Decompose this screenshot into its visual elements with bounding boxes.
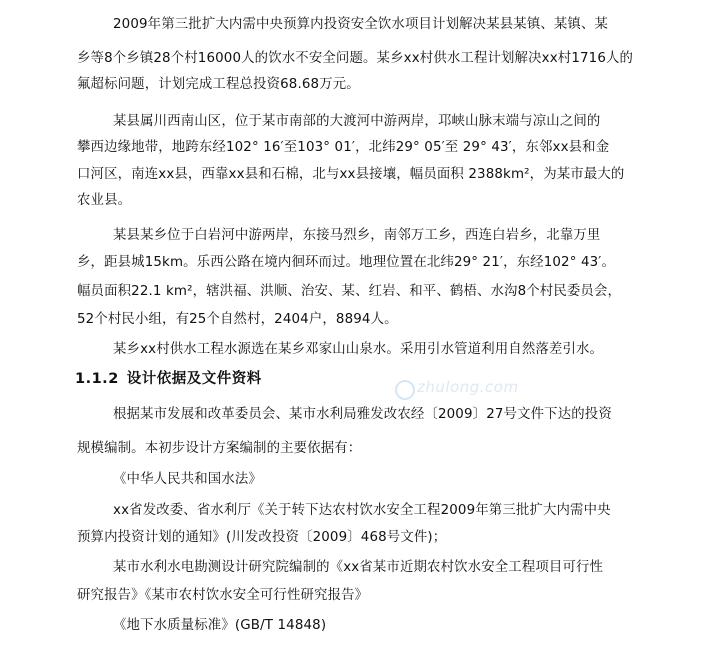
ref-item-1: 《中华人民共和国水法》	[113, 472, 262, 487]
ref-item-3-line1: 某市水利水电勘测设计研究院编制的《xx省某市近期农村饮水安全工程项目可行性	[113, 560, 604, 575]
watermark-logo-icon	[395, 380, 415, 400]
watermark-text: zhulong.com	[417, 378, 519, 396]
para3-line3: 幅员面积22.1 km²，辖洪福、洪顺、治安、某、红岩、和平、鹤梧、水沟8个村民委员会，	[77, 284, 622, 299]
para3-line2: 乡，距县城15km。乐西公路在境内徊环而过。地理位置在北纬29° 21′，东经102° 43′。	[77, 255, 616, 270]
para1-line3: 氟超标问题，计划完成工程总投资68.68万元。	[77, 77, 360, 92]
para1-line2: 乡等8个乡镇28个村16000人的饮水不安全问题。某乡xx村供水工程计划解决xx村1716人的	[77, 51, 634, 66]
para5-line1: 根据某市发展和改革委员会、某市水利局雅发改农经〔2009〕27号文件下达的投资	[113, 407, 612, 422]
para5-line2: 规模编制。本初步设计方案编制的主要依据有：	[77, 441, 362, 456]
ref-item-4: 《地下水质量标准》(GB/T 14848)	[113, 618, 327, 633]
section-number: 1.1.2	[75, 371, 119, 387]
watermark	[395, 378, 519, 400]
para1-line1: 2009年第三批扩大内需中央预算内投资安全饮水项目计划解决某县某镇、某镇、某	[113, 17, 609, 32]
para2-line1: 某县属川西南山区，位于某市南部的大渡河中游两岸，邛峡山脉末端与凉山之间的	[113, 114, 601, 129]
ref-item-3-line2: 研究报告》《某市农村饮水安全可行性研究报告》	[77, 588, 369, 603]
para2-line4: 农业县。	[77, 193, 132, 208]
ref-item-2-line2: 预算内投资计划的通知》(川发改投资〔2009〕468号文件)；	[77, 530, 447, 545]
para4-line1: 某乡xx村供水工程水源选在某乡邓家山山泉水。采用引水管道利用自然落差引水。	[113, 342, 604, 357]
ref-item-2-line1: xx省发改委、省水利厅《关于转下达农村饮水安全工程2009年第三批扩大内需中央	[113, 503, 611, 518]
section-title: 设计依据及文件资料	[126, 371, 262, 387]
para3-line1: 某县某乡位于白岩河中游两岸，东接马烈乡，南邻万工乡，西连白岩乡，北靠万里	[113, 228, 601, 243]
para2-line3: 口河区，南连xx县，西靠xx县和石棉，北与xx县接壤，幅员面积 2388km²，为某市最大的	[77, 167, 625, 182]
para3-line4: 52个村民小组，有25个自然村，2404户，8894人。	[77, 312, 398, 327]
section-heading	[75, 370, 262, 388]
para2-line2: 攀西边缘地带，地跨东经102° 16′至103° 01′，北纬29° 05′至 29° 43′，东邻xx县和金	[77, 140, 610, 155]
